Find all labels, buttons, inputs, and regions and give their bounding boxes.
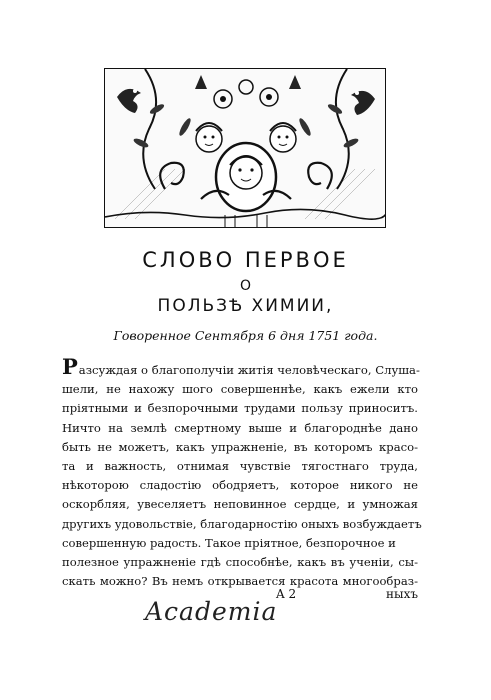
text-line: другихъ удовольствіе, благодарностію оныхъ возбуждаетъ <box>62 516 422 531</box>
cherub-right-icon <box>270 123 296 152</box>
discourse-title: СЛОВО ПЕРВОЕ <box>142 248 349 272</box>
text-line: полезное упражненіе гдѣ способнѣе, какъ въ ученіи, сы- <box>62 555 418 570</box>
drop-cap: Р <box>62 354 78 379</box>
discourse-subject: ПОЛЬЗѢ ХИМИИ, <box>157 296 334 316</box>
text-line: совершенную радость. Такое пріятное, безпорочное и <box>62 535 396 550</box>
text-line: скать можно? Въ немъ открывается красота многообраз- <box>62 574 418 589</box>
handwritten-note: Academia <box>145 597 278 626</box>
text-line: Ничто на землѣ смертному выше и благороднѣе дано <box>62 420 418 435</box>
text-line: шели, не нахожу шого совершеннѣе, какъ ежели кто <box>62 382 418 397</box>
cherub-left-icon <box>196 123 222 152</box>
signature-mark: A 2 <box>276 587 297 601</box>
body-paragraph <box>62 354 422 591</box>
text-line: оскорбляя, увеселяетъ неповинное сердце, и умножая <box>62 497 418 512</box>
delivery-dateline: Говоренное Сентября 6 дня 1751 года. <box>113 328 378 343</box>
text-line: пріятными и безпорочными трудами пользу приноситъ. <box>62 401 418 416</box>
engraved-headpiece <box>104 68 386 228</box>
text-line: Разсуждая о благополучіи житія человѣческаго, Слуша- <box>62 354 420 379</box>
central-cherub-medallion-icon <box>216 143 276 211</box>
text-line: быть не можетъ, какъ упражненіе, въ которомъ красо- <box>62 439 418 454</box>
catchword: ныхъ <box>386 587 418 601</box>
title-connector: О <box>239 278 252 294</box>
text-line: та и важность, отнимая чувствіе тягостнаго труда, <box>62 459 418 474</box>
ornament-illustration <box>105 69 386 228</box>
text-line: нѣкоторою сладостію ободряетъ, которое никого не <box>62 478 418 493</box>
